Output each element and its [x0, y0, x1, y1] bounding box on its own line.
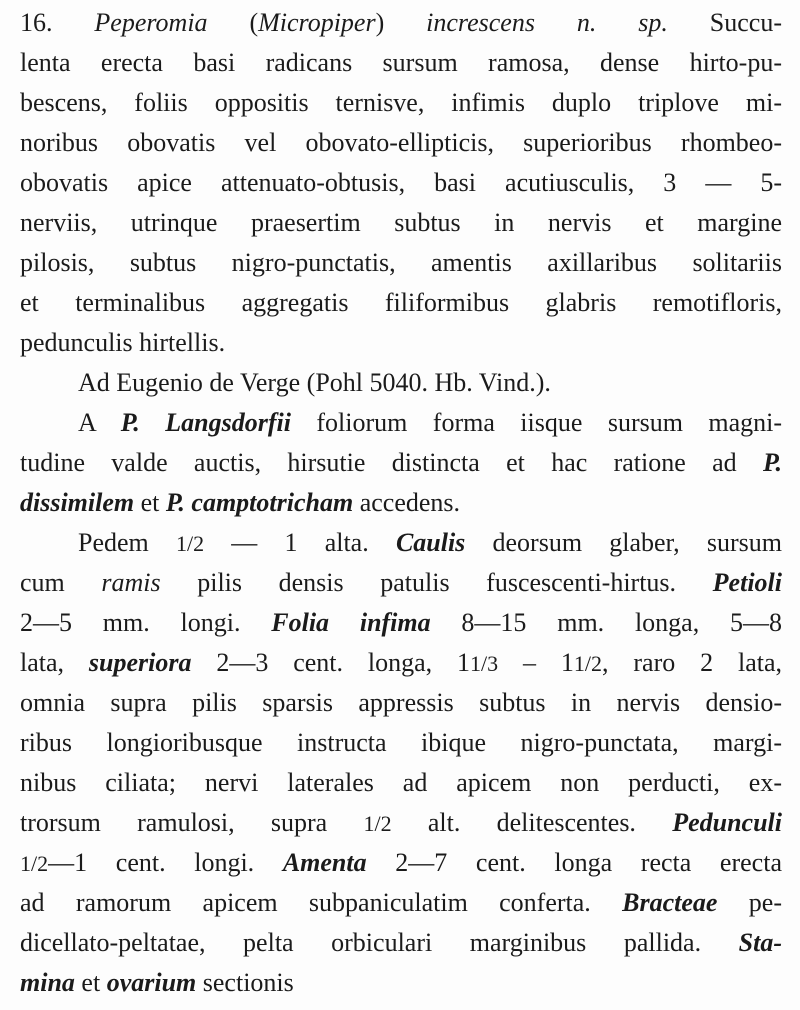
text-segment: ribus longioribusque instructa ibique nigro-punctata, margi-	[20, 728, 782, 757]
text-segment: et	[74, 968, 107, 997]
text-segment: obovatis apice attenuato-obtusis, basi acutiusculis, 3 — 5-	[20, 168, 782, 197]
text-segment: bescens, foliis oppositis ternisve, infimis duplo triplove mi-	[20, 88, 782, 117]
text-segment: 2—5 mm. longi.	[20, 608, 272, 637]
text-line-1	[20, 6, 782, 40]
text-segment: foliorum forma iisque sursum magni-	[290, 408, 782, 437]
text-segment: 1/2	[363, 811, 392, 836]
text-segment: tudine valde auctis, hirsutie distincta et hac ratione ad	[20, 448, 763, 477]
text-segment: et terminalibus aggregatis filiformibus glabris remotifloris,	[20, 288, 782, 317]
text-line-24	[20, 926, 782, 960]
text-segment: Peperomia	[94, 8, 208, 37]
text-segment: pedunculis hirtellis.	[20, 328, 226, 357]
text-line-2	[20, 46, 782, 80]
text-segment: 1/2	[20, 851, 49, 876]
text-segment: ramis	[101, 568, 161, 597]
text-segment: A	[78, 408, 121, 437]
text-segment: increscens n. sp.	[426, 8, 668, 37]
text-segment: Petioli	[712, 568, 782, 597]
text-line-17	[20, 646, 782, 680]
text-segment: 8—15 mm. longa, 5—8	[430, 608, 782, 637]
text-segment: nibus ciliata; nervi laterales ad apicem non perducti, ex-	[20, 768, 782, 797]
text-segment: 16.	[20, 8, 95, 37]
text-segment: alt. delitescentes.	[391, 808, 673, 837]
text-segment: dissimilem	[20, 488, 135, 517]
text-line-19	[20, 726, 782, 760]
text-line-8	[20, 286, 782, 320]
text-segment: lenta erecta basi radicans sursum ramosa, dense hirto-pu-	[20, 48, 782, 77]
text-line-4	[20, 126, 782, 160]
text-line-10	[78, 366, 782, 400]
text-line-21	[20, 806, 782, 840]
text-segment: mina	[20, 968, 75, 997]
text-segment: sectionis	[196, 968, 294, 997]
text-segment: Succu-	[667, 8, 782, 37]
text-segment: pilis densis patulis fuscescenti-hirtus.	[160, 568, 713, 597]
text-segment: —1 cent. longi.	[48, 848, 283, 877]
text-line-23	[20, 886, 782, 920]
text-segment: accedens.	[353, 488, 461, 517]
text-segment: 1/3	[470, 651, 499, 676]
text-line-16	[20, 606, 782, 640]
text-segment: Caulis	[395, 528, 466, 557]
text-segment: Folia infima	[271, 608, 431, 637]
text-line-6	[20, 206, 782, 240]
text-line-22	[20, 846, 782, 880]
text-segment: et	[134, 488, 166, 517]
text-segment: dicellato-peltatae, pelta orbiculari marginibus pallida.	[20, 928, 739, 957]
text-segment: 1/2	[573, 651, 603, 676]
text-line-5	[20, 166, 782, 200]
text-segment: pilosis, subtus nigro-punctatis, amentis axillaribus solitariis	[20, 248, 782, 277]
text-segment: Micropiper	[258, 8, 376, 37]
text-segment: 2—3 cent. longa, 1	[191, 648, 471, 677]
text-segment: P.	[762, 448, 782, 477]
text-line-11	[78, 406, 782, 440]
text-segment: Bracteae	[622, 888, 718, 917]
text-line-13	[20, 486, 782, 520]
text-segment: )	[375, 8, 427, 37]
text-line-18	[20, 686, 782, 720]
text-segment: – 1	[498, 648, 574, 677]
text-segment: 1/2	[175, 531, 205, 556]
text-segment: ad ramorum apicem subpaniculatim conferta.	[20, 888, 623, 917]
text-segment: pe-	[717, 888, 782, 917]
text-segment: trorsum ramulosi, supra	[20, 808, 364, 837]
text-segment: 2—7 cent. longa recta erecta	[366, 848, 782, 877]
text-segment: P. camptotricham	[165, 488, 354, 517]
text-segment: Amenta	[282, 848, 367, 877]
text-segment: noribus obovatis vel obovato-ellipticis, superioribus rhombeo-	[20, 128, 782, 157]
text-line-20	[20, 766, 782, 800]
text-segment: nerviis, utrinque praesertim subtus in nervis et margine	[20, 208, 782, 237]
text-line-15	[20, 566, 782, 600]
text-segment: (	[207, 8, 259, 37]
text-line-25	[20, 966, 782, 1000]
text-line-14	[78, 526, 782, 560]
text-segment: lata,	[20, 648, 89, 677]
text-line-3	[20, 86, 782, 120]
text-segment: Pedem	[78, 528, 176, 557]
text-segment: Ad Eugenio de Verge (Pohl 5040. Hb. Vind.).	[78, 368, 551, 397]
text-segment: , raro 2 lata,	[602, 648, 782, 677]
text-segment: ovarium	[106, 968, 197, 997]
text-segment: deorsum glaber, sursum	[465, 528, 782, 557]
text-line-7	[20, 246, 782, 280]
text-segment: cum	[20, 568, 102, 597]
text-segment: — 1 alta.	[204, 528, 396, 557]
text-segment: Pedunculi	[672, 808, 782, 837]
text-segment: omnia supra pilis sparsis appressis subtus in nervis densio-	[20, 688, 782, 717]
text-line-12	[20, 446, 782, 480]
text-segment: Sta-	[738, 928, 782, 957]
text-segment: P. Langsdorfii	[120, 408, 291, 437]
text-segment: superiora	[88, 648, 192, 677]
text-line-9	[20, 326, 782, 360]
